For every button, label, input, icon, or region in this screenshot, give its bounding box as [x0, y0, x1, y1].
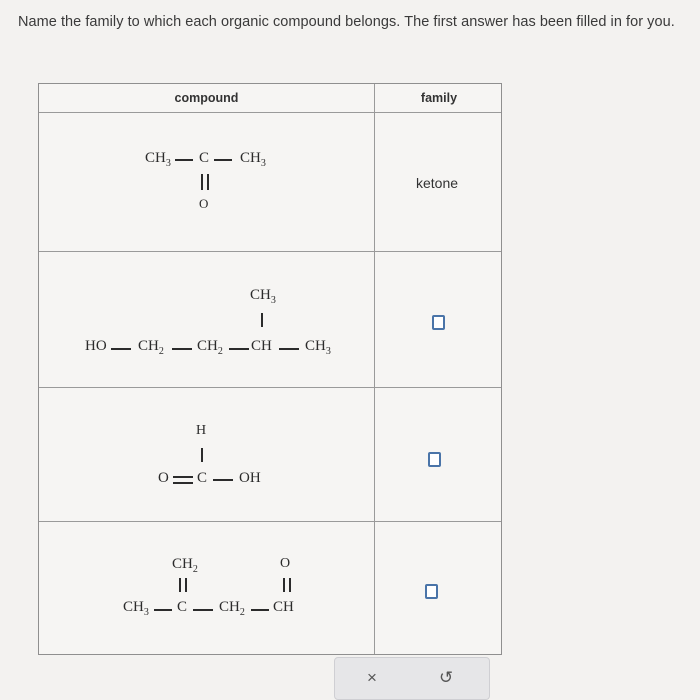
chem-c: C	[199, 150, 210, 166]
chem-ch3: $CH_3$	[240, 150, 266, 169]
single-bond	[201, 448, 203, 462]
single-bond	[251, 609, 269, 611]
header-compound: compound	[174, 91, 239, 105]
chem-c: C	[177, 599, 188, 615]
single-bond	[193, 609, 213, 611]
double-bond	[173, 482, 193, 484]
chem-ch2: $CH_2$	[138, 338, 164, 357]
single-bond	[229, 348, 249, 350]
double-bond	[283, 578, 285, 592]
header-divider	[39, 112, 501, 113]
family-answer-1: ketone	[416, 175, 459, 191]
chem-o: O	[280, 556, 291, 571]
answer-toolbar	[334, 657, 490, 700]
chem-ch2: $CH_2$	[219, 599, 245, 618]
single-bond	[154, 609, 172, 611]
single-bond	[111, 348, 131, 350]
chem-ch3: $CH_3$	[145, 150, 171, 169]
chem-ch: CH	[251, 338, 272, 354]
chem-ch2: $CH_2$	[197, 338, 223, 357]
double-bond	[185, 578, 187, 592]
single-bond	[279, 348, 299, 350]
double-bond	[179, 578, 181, 592]
chem-ch: CH	[273, 599, 294, 615]
single-bond	[261, 313, 263, 327]
chem-ch3: $CH_3$	[250, 287, 276, 306]
chem-h: H	[196, 423, 207, 438]
single-bond	[214, 159, 232, 161]
answer-table	[38, 83, 502, 655]
column-divider	[374, 84, 375, 654]
double-bond	[173, 476, 193, 478]
single-bond	[175, 159, 193, 161]
row-divider	[39, 251, 501, 252]
question-prompt: Name the family to which each organic compound belongs. The first answer has been filled in for you.	[18, 14, 675, 30]
chem-ch2: $CH_2$	[172, 556, 198, 575]
close-icon[interactable]: ×	[367, 668, 377, 687]
family-answer-box-4[interactable]	[425, 584, 438, 599]
double-bond	[289, 578, 291, 592]
undo-icon[interactable]: ↺	[439, 668, 454, 687]
family-answer-box-2[interactable]	[432, 315, 445, 330]
chem-ho: HO	[85, 338, 107, 354]
single-bond	[213, 479, 233, 481]
row-divider	[39, 387, 501, 388]
double-bond	[207, 174, 209, 190]
chem-oh: OH	[239, 470, 261, 486]
chem-ch3: $CH_3$	[305, 338, 331, 357]
double-bond	[201, 174, 203, 190]
chem-c: C	[197, 470, 208, 486]
row-divider	[39, 521, 501, 522]
family-answer-box-3[interactable]	[428, 452, 441, 467]
chem-o: O	[199, 196, 209, 211]
chem-o: O	[158, 470, 169, 486]
header-family: family	[420, 91, 458, 105]
chem-ch3: $CH_3$	[123, 599, 149, 618]
single-bond	[172, 348, 192, 350]
